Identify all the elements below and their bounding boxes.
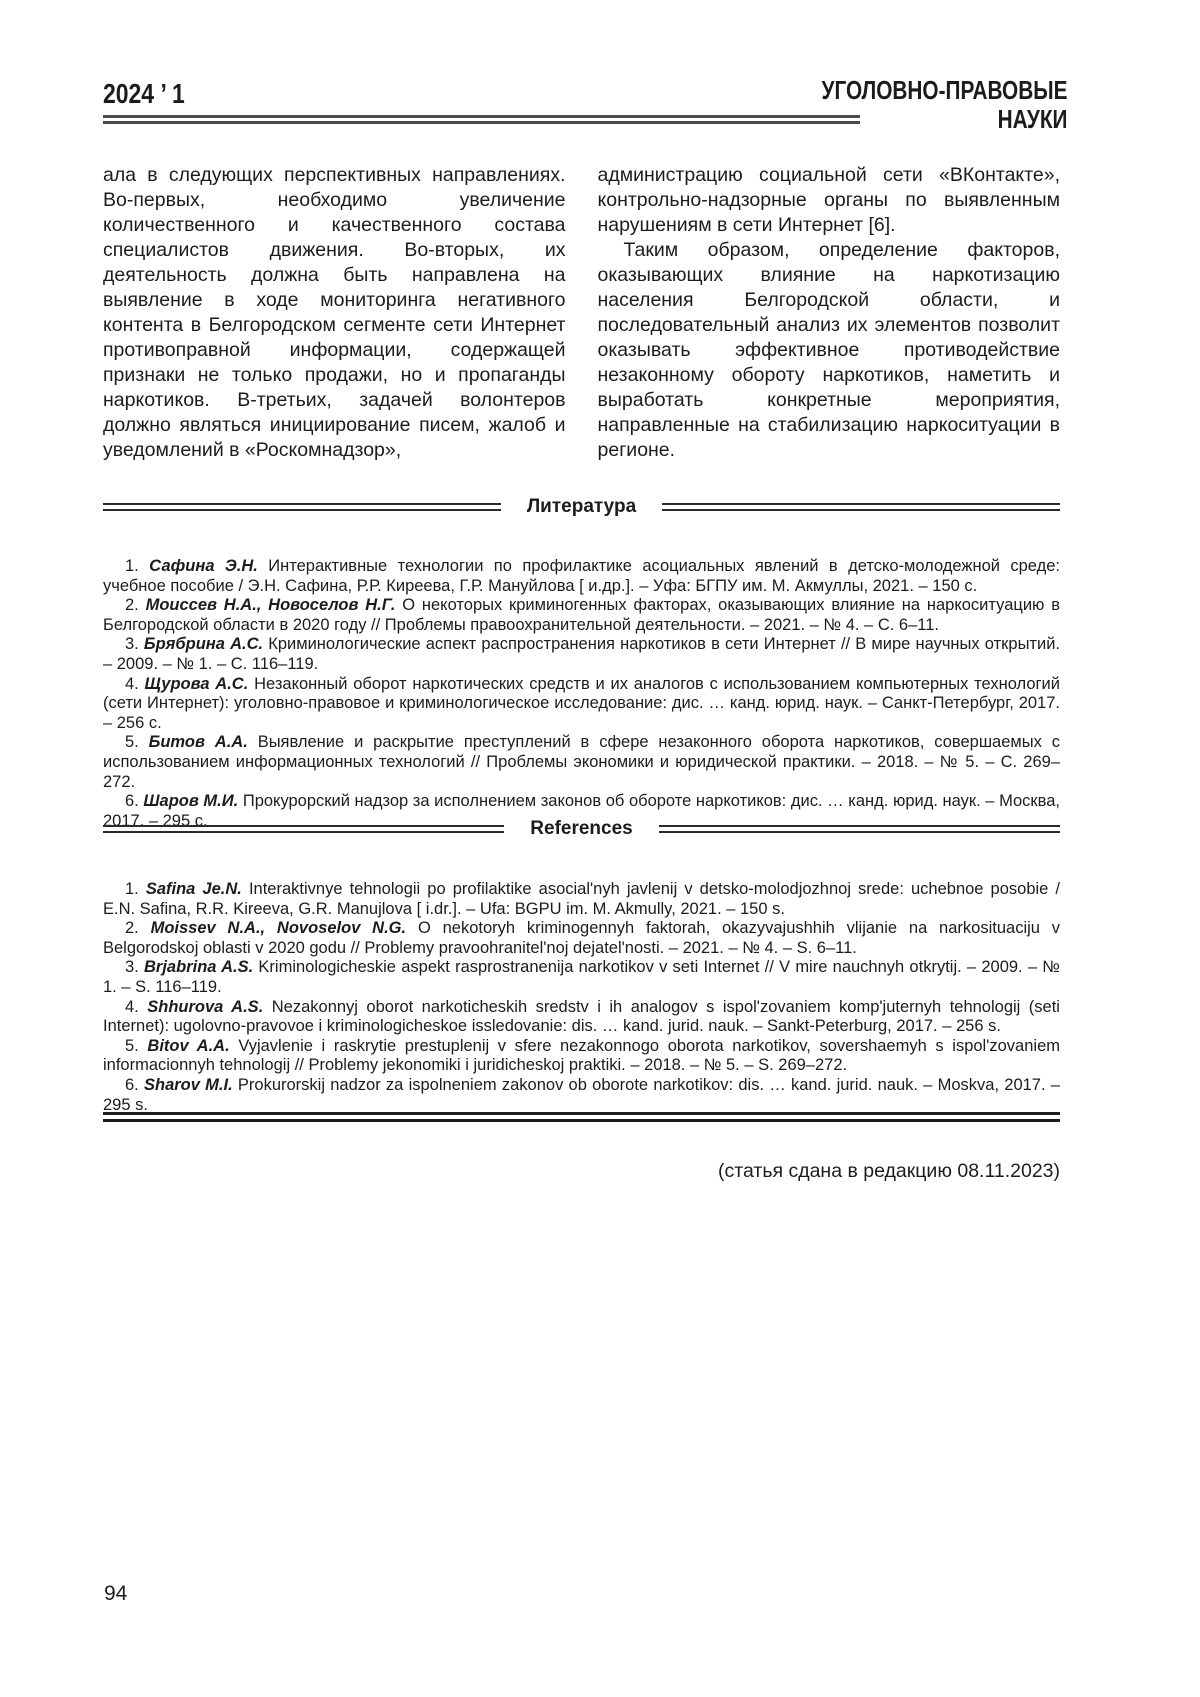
ref-authors: Bitov A.A. (147, 1036, 230, 1055)
ref-number: 4. (125, 997, 139, 1016)
ref-number: 6. (125, 1075, 139, 1094)
ref-authors: Shhurova A.S. (147, 997, 264, 1016)
ref-text: Незаконный оборот наркотических средств и их аналогов с использованием компьютерных технологий (сети Интернет): уголовно-правовое и криминологическое исследование: дис. … канд. юрид. наук. – Санкт-Петербург, 2017. – 256 с. (103, 674, 1060, 732)
ref-text: Интерактивные технологии по профилактике асоциальных явлений в детско-молодежной среде: учебное пособие / Э.Н. Сафина, Р.Р. Киреева, Г.Р. Мануйлова [ и.др.]. – Уфа: БГПУ им. М. Акмуллы, 2021. – 150 с. (103, 557, 1060, 595)
reference-item-ru (103, 596, 1060, 635)
ref-authors: Brjabrina A.S. (144, 958, 254, 977)
ref-number: 4. (125, 674, 139, 693)
section-title-line1: УГОЛОВНО-ПРАВОВЫЕ (821, 75, 1067, 105)
ref-authors: Sharov M.I. (144, 1075, 233, 1094)
ref-number: 3. (125, 635, 139, 654)
section-title (821, 76, 1067, 134)
references-title: References (530, 818, 633, 839)
ref-number: 2. (125, 596, 139, 615)
reference-item-ru (103, 733, 1060, 792)
ref-text: Прокурорский надзор за исполнением законов об обороте наркотиков: дис. … канд. юрид. наук. – Москва, 2017. – 295 с. (103, 792, 1060, 830)
reference-item-ru (103, 557, 1060, 596)
ref-text: Криминологические аспект распространения наркотиков в сети Интернет // В мире научных открытий. – 2009. – № 1. – С. 116–119. (103, 635, 1061, 673)
header-double-rule (103, 115, 860, 124)
heading-rule-right (662, 503, 1060, 511)
body-columns (103, 163, 1060, 463)
reference-item-ru (103, 675, 1060, 734)
paragraph: Таким образом, определение факторов, оказывающих влияние на наркотизацию населения Белгородской области, и последовательный анализ их элементов позволит оказывать эффективное противодействие незаконному обороту наркотиков, наметить и выработать конкретные мероприятия, направленные на стабилизацию наркоситуации в регионе. (597, 239, 1060, 461)
reference-item-en (103, 998, 1060, 1037)
ref-authors: Сафина Э.Н. (149, 557, 258, 575)
ref-authors: Моиссев Н.А., Новоселов Н.Г. (145, 596, 396, 615)
reference-item-en (103, 1037, 1060, 1076)
section-title-line2: НАУКИ (997, 104, 1067, 134)
paragraph: ала в следующих перспективных направлениях. Во-первых, необходимо увеличение количественного и качественного состава специалистов движения. Во-вторых, их деятельность должна быть направлена на выявление в ходе мониторинга негативного контента в Белгородском сегменте сети Интернет противоправной информации, содержащей признаки не только продажи, но и пропаганды наркотиков. В-третьих, задачей волонтеров должно являться инициирование писем, жалоб и уведомлений в «Роскомнадзор», (103, 164, 566, 461)
ref-text: Vyjavlenie i raskrytie prestuplenij v sfere nezakonnogo oborota narkotikov, sovershaemyh s ispol'zovaniem informacionnyh tehnologij // Problemy jekonomiki i juridicheskoj praktiki. – 2018. – № 5. – S. 269–272. (103, 1036, 1060, 1075)
ref-number: 1. (125, 557, 139, 575)
ref-authors: Safina Je.N. (145, 880, 242, 898)
ref-authors: Щурова А.С. (144, 674, 249, 693)
ref-number: 3. (125, 958, 139, 977)
ref-authors: Moissev N.A., Novoselov N.G. (150, 919, 407, 938)
ref-text: Выявление и раскрытие преступлений в сфере незаконного оборота наркотиков, совершаемых с использованием информационных технологий // Проблемы экономики и юридической практики. – 2018. – № 5. – С. 269–272. (103, 733, 1060, 791)
ref-number: 5. (125, 1036, 139, 1055)
submission-note: (статья сдана в редакцию 08.11.2023) (718, 1160, 1060, 1182)
ref-text: Nezakonnyj oborot narkoticheskih sredstv i ih analogov s ispol'zovaniem komp'juternyh tehnologij (seti Internet): ugolovno-pravovoe i kriminologicheskoe issledovanie: dis. … kand. jurid. nauk. – Sankt-Peterburg, 2017. – 256 s. (103, 997, 1060, 1036)
references-list (103, 880, 1060, 1115)
ref-authors: Шаров М.И. (143, 792, 239, 811)
ref-text: О некоторых криминогенных факторах, оказывающих влияние на наркоситуацию в Белгородской области в 2020 году // Проблемы правоохранительной деятельности. – 2021. – № 4. – С. 6–11. (103, 596, 1060, 634)
heading-rule-right (659, 825, 1060, 833)
ref-text: Interaktivnye tehnologii po profilaktike asocial'nyh javlenij v detsko-molodjozhnoj srede: uchebnoe posobie / E.N. Safina, R.R. Kireeva, G.R. Manujlova [ i.dr.]. – Ufa: BGPU im. M. Akmully, 2021. – 150 s. (103, 880, 1060, 918)
ref-number: 5. (125, 733, 139, 752)
paragraph: администрацию социальной сети «ВКонтакте», контрольно-надзорные органы по выявленным нарушениям в сети Интернет [6]. (597, 164, 1060, 236)
ref-authors: Битов А.А. (148, 733, 248, 752)
ref-text: Kriminologicheskie aspekt rasprostranenija narkotikov v seti Internet // V mire nauchnyh otkrytij. – 2009. – № 1. – S. 116–119. (103, 958, 1060, 996)
reference-item-en (103, 1076, 1060, 1115)
ref-text: O nekotoryh kriminogennyh faktorah, okazyvajushhih vlijanie na narkosituaciju v Belgorodskoj oblasti v 2020 godu // Problemy pravoohranitel'noj dejatel'nosti. – 2021. – № 4. – S. 6–11. (103, 919, 1061, 957)
ref-number: 1. (125, 880, 139, 898)
right-column (598, 163, 1061, 463)
page-number: 94 (104, 1582, 128, 1605)
issue-label: 2024 ’ 1 (103, 78, 185, 109)
ref-text: Prokurorskij nadzor za ispolneniem zakonov ob oborote narkotikov: dis. … kand. jurid. nauk. – Moskva, 2017. – 295 s. (103, 1075, 1060, 1114)
heading-rule-left (103, 503, 501, 511)
reference-item-en (103, 958, 1060, 997)
literatura-list (103, 557, 1060, 831)
ref-number: 6. (125, 792, 139, 811)
bottom-double-rule (103, 1112, 1060, 1122)
literatura-title: Литература (526, 496, 637, 517)
literatura-heading (103, 496, 1060, 518)
reference-item-ru (103, 635, 1060, 674)
reference-item-en (103, 919, 1060, 958)
left-column (103, 163, 566, 463)
references-heading (103, 818, 1060, 840)
ref-authors: Брябрина А.С. (143, 635, 264, 654)
ref-number: 2. (125, 919, 139, 938)
reference-item-en (103, 880, 1060, 919)
heading-rule-left (103, 825, 504, 833)
